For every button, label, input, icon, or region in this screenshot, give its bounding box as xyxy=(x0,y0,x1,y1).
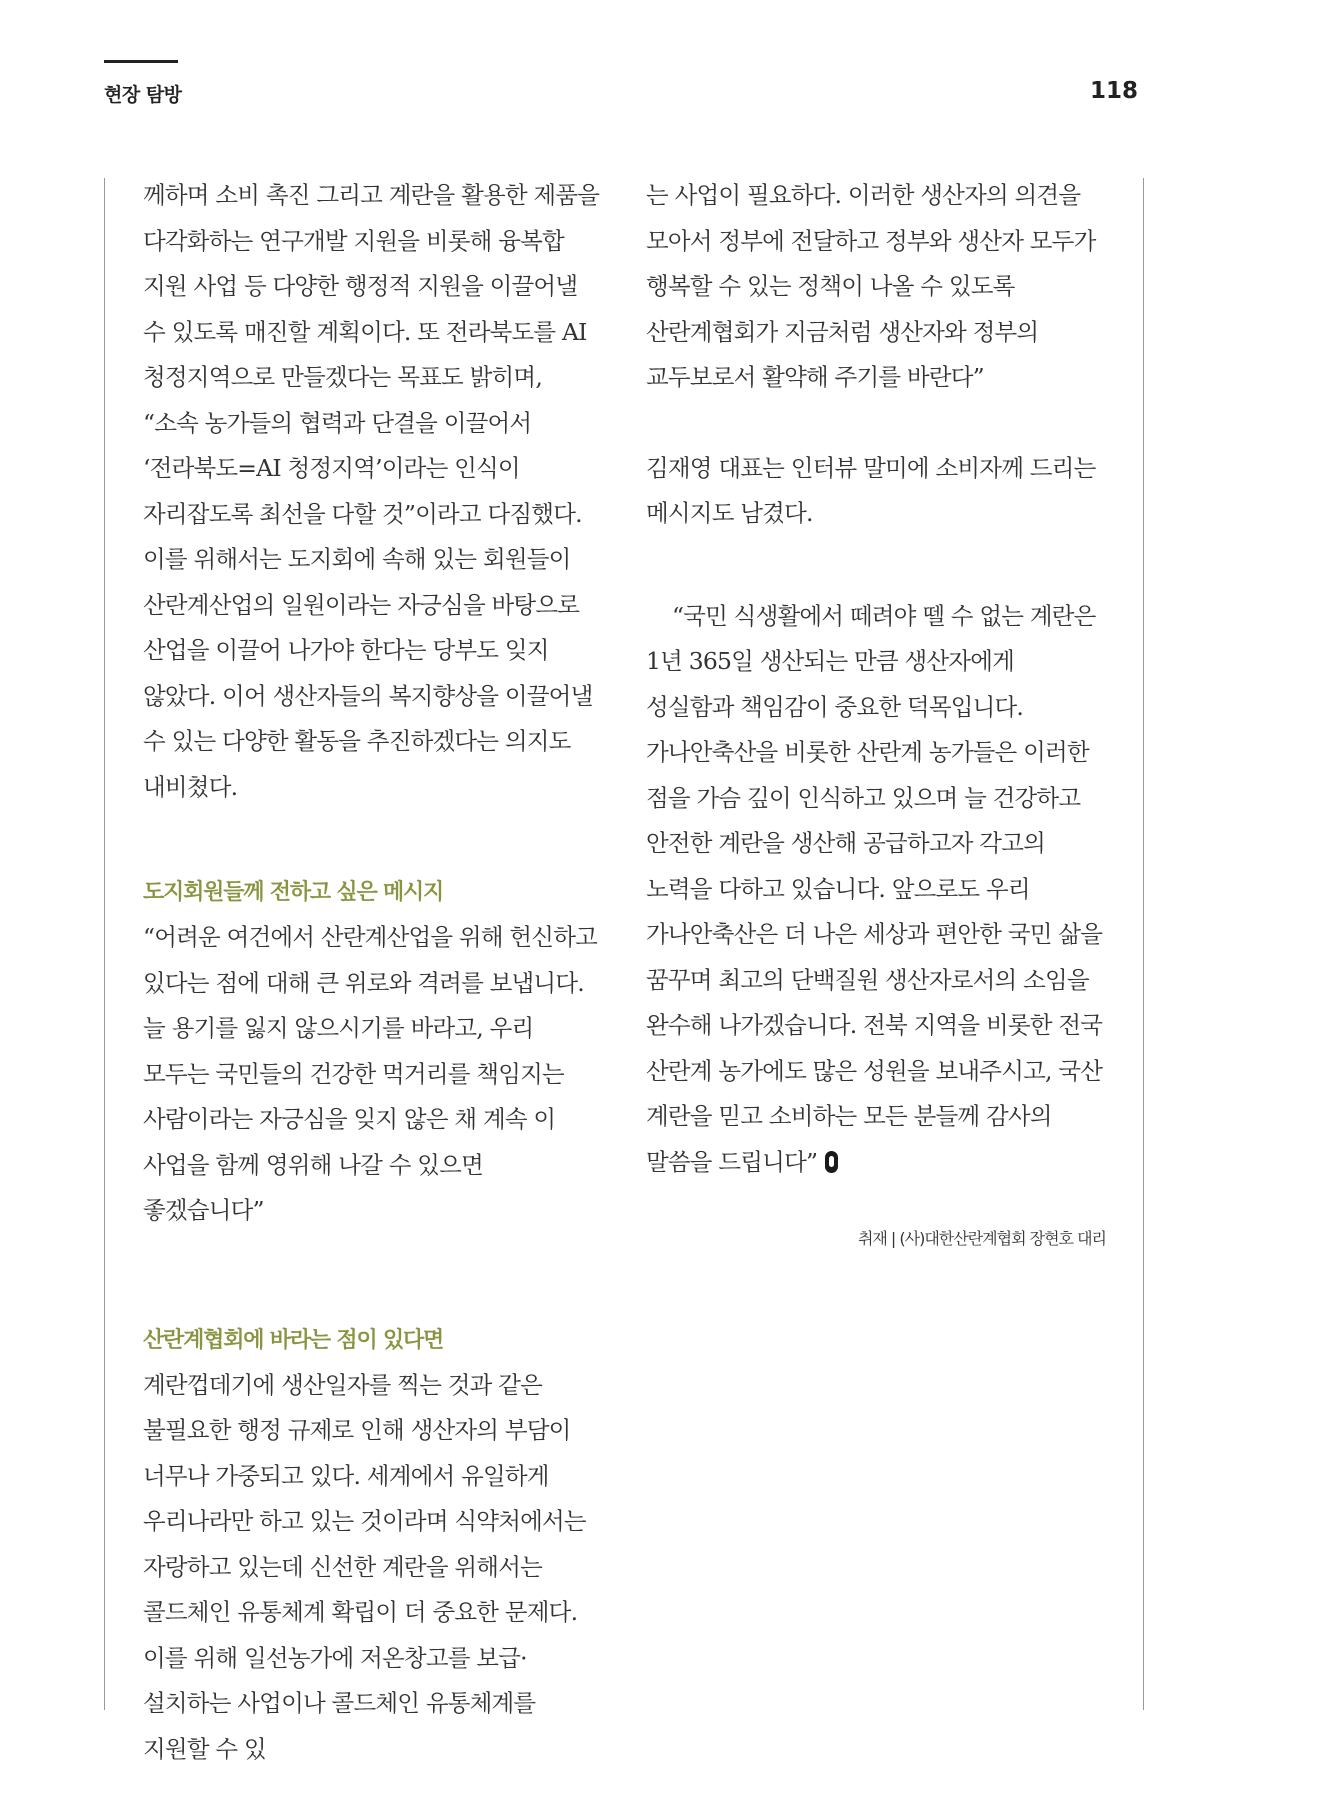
end-mark-icon xyxy=(825,1151,838,1173)
body-paragraph: 김재영 대표는 인터뷰 말미에 소비자께 드리는 메시지도 남겼다. xyxy=(646,453,1096,527)
subheading-message: 도지회원들께 전하고 싶은 메시지 xyxy=(143,880,444,905)
subheading-request: 산란계협회에 바라는 점이 있다면 xyxy=(143,1327,444,1353)
header-rule xyxy=(104,60,178,63)
right-column-rule xyxy=(1143,178,1144,1710)
closing-quote-text: “국민 식생활에서 떼려야 뗄 수 없는 계란은 1년 365일 생산되는 만큼 생산자에게 성실함과 책임감이 중요한 덕목입니다. 가나안축산을 비롯한 산란계 농가들은 이러한 점을 가슴 깊이 인식하고 있으며 늘 건강하고 안전한 계란을 생산해 공급하고자 각고의 노력을 다하고 있습니다. 앞으로도 우리 가나안축산은 더 나은 세상과 편안한 국민 삶을 꿈꾸며 최고의 단백질원 생산자로서의 소임을 완수해 나가겠습니다. 전북 지역을 비롯한 전국 산란계 농가에도 많은 성원을 보내주시고, 국산 계란을 믿고 소비하는 모든 분들께 감사의 말씀을 드립니다” xyxy=(646,601,1103,1176)
left-column-rule xyxy=(104,178,105,1710)
left-column xyxy=(143,173,603,1772)
section-title: 현장 탐방 xyxy=(104,84,182,106)
body-paragraph: “어려운 여건에서 산란계산업을 위해 헌신하고 있다는 점에 대해 큰 위로와 격려를 보냅니다. 늘 용기를 잃지 않으시기를 바라고, 우리 모두는 국민들의 건강한 먹거리를 책임지는 사람이라는 자긍심을 잊지 않은 채 계속 이 사업을 함께 영위해 나갈 수 있으면 좋겠습니다” xyxy=(143,923,598,1224)
body-paragraph: 계란껍데기에 생산일자를 찍는 것과 같은 불필요한 행정 규제로 인해 생산자의 부담이 너무나 가중되고 있다. 세계에서 유일하게 우리나라만 하고 있는 것이라며 식약처에서는 자랑하고 있는데 신선한 계란을 위해서는 콜드체인 유통체계 확립이 더 중요한 문제다. 이를 위해 일선농가에 저온창고를 보급·설치하는 사업이나 콜드체인 유통체계를 지원할 수 있 xyxy=(143,1370,586,1763)
closing-quote xyxy=(646,594,1106,1186)
reporter-credit: 취재 | (사)대한산란계협회 장현호 대리 xyxy=(857,1229,1106,1248)
body-paragraph: 께하며 소비 촉진 그리고 계란을 활용한 제품을 다각화하는 연구개발 지원을 비롯해 융복합 지원 사업 등 다양한 행정적 지원을 이끌어낼 수 있도록 매진할 계획이다. 또 전라북도를 AI 청정지역으로 만들겠다는 목표도 밝히며, “소속 농가들의 협력과 단결을 이끌어서 ‘전라북도=AI 청정지역’이라는 인식이 자리잡도록 최선을 다할 것”이라고 다짐했다. 이를 위해서는 도지회에 속해 있는 회원들이 산란계산업의 일원이라는 자긍심을 바탕으로 산업을 이끌어 나가야 한다는 당부도 잊지 않았다. 이어 생산자들의 복지향상을 이끌어낼 수 있는 다양한 활동을 추진하겠다는 의지도 내비쳤다. xyxy=(143,181,600,801)
body-paragraph: 는 사업이 필요하다. 이러한 생산자의 의견을 모아서 정부에 전달하고 정부와 생산자 모두가 행복할 수 있는 정책이 나올 수 있도록 산란계협회가 지금처럼 생산자와 정부의 교두보로서 활약해 주기를 바란다” xyxy=(646,181,1096,391)
page-number: 118 xyxy=(1090,78,1139,104)
right-column xyxy=(646,173,1106,1251)
